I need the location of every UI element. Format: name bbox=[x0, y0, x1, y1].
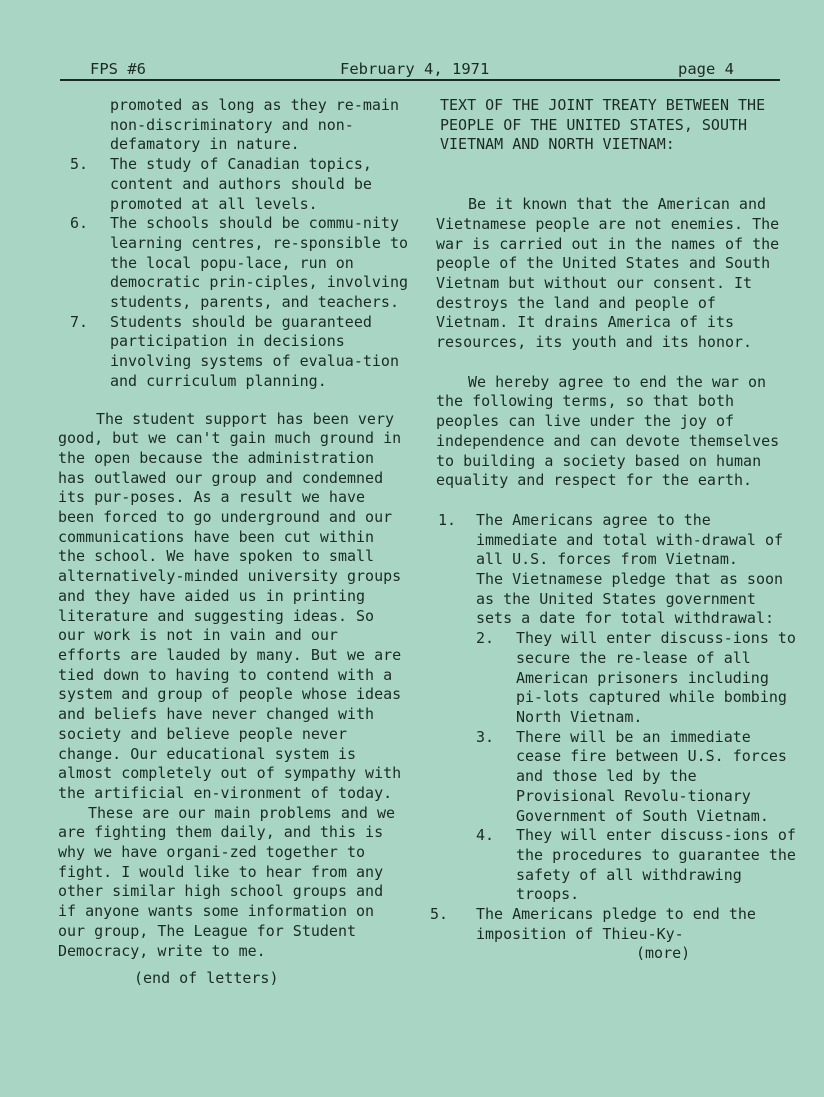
item-number: 4. bbox=[476, 826, 495, 845]
list-item bbox=[476, 728, 796, 827]
item-text: They will enter discuss-ions to secure the re-lease of all American prisoners including pi-lots captured while bombing North Vietnam. bbox=[516, 629, 796, 726]
treaty-paragraph: We hereby agree to end the war on the following terms, so that both peoples can live under the joy of independence and can devote themselves to building a society based on human equality and respect for the earth. bbox=[436, 372, 780, 490]
treaty-subterms-list bbox=[476, 629, 796, 905]
list-continuation: promoted as long as they re-main non-discriminatory and non-defamatory in nature. bbox=[110, 96, 399, 154]
list-item bbox=[430, 905, 796, 944]
item-text: Students should be guaranteed participation in decisions involving systems of evalua-tion and curriculum planning. bbox=[110, 312, 399, 390]
item-number: 3. bbox=[476, 727, 495, 746]
list-item bbox=[476, 826, 796, 905]
issue-date: February 4, 1971 bbox=[340, 60, 490, 78]
header-rule bbox=[60, 79, 780, 81]
item-number: 5. bbox=[430, 905, 449, 924]
item-number: 6. bbox=[70, 214, 89, 233]
item-text: The study of Canadian topics, content and authors should be promoted at all levels. bbox=[110, 155, 372, 213]
item-text: There will be an immediate cease fire between U.S. forces and those led by the Provisional Revolu-tionary Government of South Vietnam. bbox=[516, 727, 787, 825]
letter-paragraph: These are our main problems and we are fighting them daily, and this is why we have organi-zed together to fight. I would like to hear from any other similar high school groups and if anyone wants some information on our group, The League for Student Democracy, write to me. bbox=[58, 803, 396, 960]
treaty-paragraph: Be it known that the American and Vietnamese people are not enemies. The war is carried out in the names of the people of the United States and South Vietnam but without our consent. It destroys the land and people of Vietnam. It drains America of its resources, its youth and its honor. bbox=[436, 195, 780, 352]
item-number: 1. bbox=[438, 510, 457, 529]
continued-note: (more) bbox=[636, 944, 691, 963]
left-column bbox=[58, 96, 410, 989]
right-column bbox=[430, 96, 796, 964]
item-number: 2. bbox=[476, 629, 495, 648]
item-text: They will enter discuss-ions of the procedures to guarantee the safety of all withdrawing troops. bbox=[516, 826, 796, 904]
item-pledge: The Vietnamese pledge that as soon as the United States government sets a date for total withdrawal: bbox=[476, 570, 784, 628]
list-item bbox=[436, 511, 796, 905]
page-number: page 4 bbox=[678, 60, 734, 78]
item-number: 5. bbox=[70, 155, 89, 174]
letter-paragraph: The student support has been very good, but we can't gain much ground in the open because the administration has outlawed our group and condemned its pur-poses. As a result we have been forced to go underground and our communications have been cut within the school. We have spoken to small alternatively-minded university groups and they have aided us in printing literature and suggesting ideas. So our work is not in vain and our efforts are lauded by many. But we are tied down to having to contend with a system and group of people whose ideas and beliefs have never changed with society and believe people never change. Our educational system is almost completely out of sympathy with the artificial en-vironment of today. bbox=[58, 409, 402, 802]
item-number: 7. bbox=[70, 312, 89, 331]
item-text: The Americans agree to the immediate and total with-drawal of all U.S. forces from Vietnam. bbox=[476, 510, 784, 569]
item-text: The schools should be commu-nity learning centres, re-sponsible to the local popu-lace, run on democratic prin-ciples, involving students, parents, and teachers. bbox=[110, 214, 409, 312]
demands-list bbox=[58, 155, 410, 391]
list-item bbox=[58, 155, 410, 214]
list-item bbox=[58, 214, 410, 313]
newsletter-issue: FPS #6 bbox=[90, 60, 146, 78]
end-note: (end of letters) bbox=[134, 969, 279, 988]
treaty-terms-list bbox=[430, 510, 796, 944]
list-item bbox=[58, 313, 410, 392]
list-item bbox=[476, 629, 796, 728]
treaty-title: TEXT OF THE JOINT TREATY BETWEEN THE PEOPLE OF THE UNITED STATES, SOUTH VIETNAM AND NORTH VIETNAM: bbox=[440, 96, 766, 154]
item-text: The Americans pledge to end the imposition of Thieu-Ky- bbox=[476, 905, 756, 943]
